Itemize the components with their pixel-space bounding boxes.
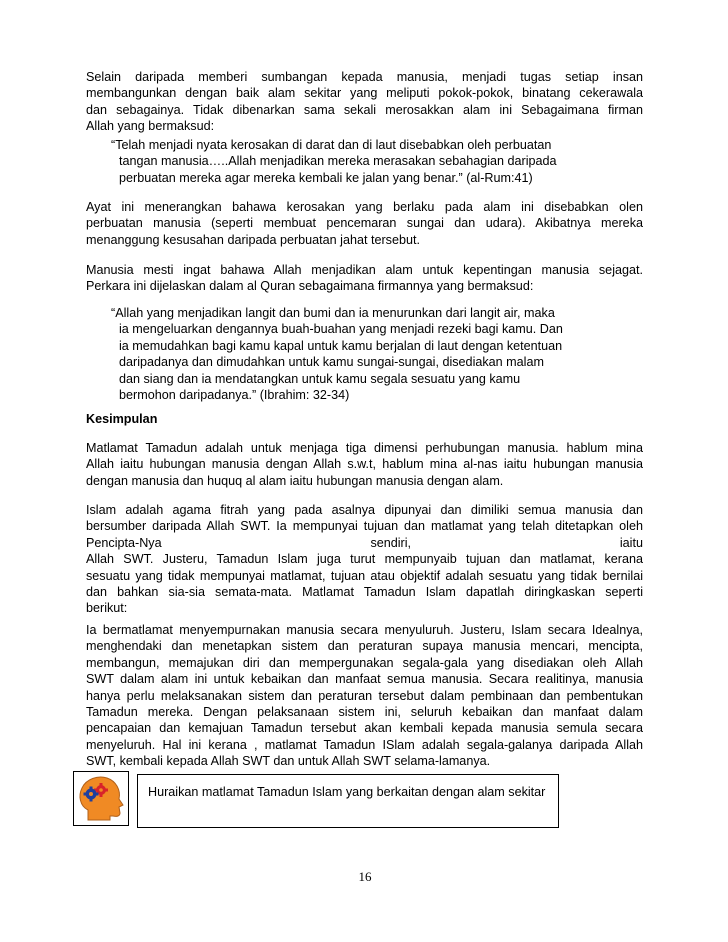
text-line: Selain daripada memberi sumbangan kepada manusia, menjadi tugas setiap insan: [86, 70, 643, 84]
activity-text: Huraikan matlamat Tamadun Islam yang berkaitan dengan alam sekitar: [148, 785, 546, 799]
text-line: Manusia mesti ingat bahawa Allah menjadikan alam untuk kepentingan manusia sejagat.: [86, 263, 643, 277]
paragraph-intro: [86, 69, 643, 135]
paragraph-bermatlamat: [86, 622, 643, 770]
paragraph-matlamat: [86, 440, 643, 489]
text-line: menyeluruh. Hal ini kerana , matlamat Tamadun ISlam adalah segala-galanya daripada Allah: [86, 737, 643, 752]
head-gears-icon: [74, 772, 128, 825]
text-line: Allah SWT. Justeru, Tamadun Islam juga turut mempunyaib tujuan dan matlamat, kerana: [86, 552, 643, 567]
text-line: berikut:: [86, 601, 128, 616]
text-line: “Allah yang menjadikan langit dan bumi dan ia menurunkan dari langit air, maka: [111, 306, 555, 320]
text-line: dan bahkan sia-sia semata-mata. Matlamat Tamadun Islam dapatlah diringkaskan seperti: [86, 585, 643, 600]
text-line: Allah yang bermaksud:: [86, 119, 215, 134]
text-line: membangunkan dengan baik alam sekitar yang meliputi pokok-pokok, binatang cekerawala: [86, 86, 643, 101]
text-line: ia memudahkan bagi kamu kapal untuk kamu berjalan di laut dengan ketentuan: [119, 338, 563, 353]
quote-ibrahim: [111, 305, 611, 403]
text-line: menghendaki dan menetapkan sistem dan peraturan supaya manusia mencari, mencipta,: [86, 639, 643, 654]
section-heading: Kesimpulan: [86, 412, 158, 426]
text-line: tangan manusia…..Allah menjadikan mereka merasakan sebahagian daripada: [119, 154, 557, 169]
quote-al-rum: [111, 137, 611, 186]
text-line: dengan manusia dan huquq al alam iaitu hubungan manusia dengan alam.: [86, 473, 504, 488]
text-line: Islam adalah agama fitrah yang pada asalnya dipunyai dan dimiliki semua manusia dan: [86, 503, 643, 517]
activity-box: [137, 774, 559, 828]
text-line: membangun, memajukan diri dan mempergunakan segala-gala yang disediakan oleh Allah: [86, 655, 643, 670]
paragraph-ayat: [86, 199, 643, 248]
text-line: Ayat ini menerangkan bahawa kerosakan yang berlaku pada alam ini disebabkan olen: [86, 200, 643, 214]
text-line: sesuatu yang tidak mempunyai matlamat, tujuan atau objektif adalah sesuatu yang tidak bernilai: [86, 568, 643, 583]
text-line: perbuatan mereka agar mereka kembali ke jalan yang benar.” (al-Rum:41): [119, 170, 533, 185]
text-line: Tamadun mereka. Dengan pelaksanaan sistem ini, seluruh kebaikan dan manfaat dalam: [86, 705, 643, 720]
page-number: 16: [358, 869, 372, 884]
text-line: dan sebagainya. Tidak dibenarkan sama sekali merosakkan alam ini Sebagaimana firman: [86, 102, 643, 117]
text-line: hanya perlu melaksanakan sistem dan peraturan tersebut dalam pembinaan dan pembentukan: [86, 688, 643, 703]
text-line: daripadanya dan dimudahkan untuk kamu sungai-sungai, disediakan malam: [119, 355, 544, 370]
text-line: menanggung kesusahan daripada perbuatan jahat tersebut.: [86, 232, 420, 247]
text-line: ia mengeluarkan dengannya buah-buahan yang menjadi rezeki bagi kamu. Dan: [119, 322, 563, 337]
text-line: “Telah menjadi nyata kerosakan di darat dan di laut disebabkan oleh perbuatan: [111, 138, 552, 152]
text-line: Perkara ini dijelaskan dalam al Quran sebagaimana firmannya yang bermaksud:: [86, 279, 534, 294]
text-line: pencapaian dan kemajuan Tamadun tersebut akan kembali kepada manusia semula secara: [86, 721, 643, 736]
text-line: dan siang dan ia mendatangkan untuk kamu segala sesuatu yang kamu: [119, 371, 521, 386]
activity-icon-box: [73, 771, 129, 826]
text-line: Pencipta-Nya sendiri, iaitu: [86, 535, 643, 550]
text-line: Ia bermatlamat menyempurnakan manusia secara menyuluruh. Justeru, Islam secara Idealnya,: [86, 623, 643, 637]
text-line: Matlamat Tamadun adalah untuk menjaga tiga dimensi perhubungan manusia. hablum mina: [86, 441, 643, 455]
paragraph-manusia: [86, 262, 643, 295]
paragraph-islam: [86, 502, 643, 617]
text-line: Allah iaitu hubungan manusia dengan Allah s.w.t, hablum mina al-nas iaitu hubungan manusia: [86, 457, 643, 472]
text-line: bermohon daripadanya.” (Ibrahim: 32-34): [119, 388, 350, 403]
text-line: SWT, kembali kepada Allah SWT dan untuk Allah SWT selama-lamanya.: [86, 754, 491, 769]
text-line: SWT dalam alam ini untuk kebaikan dan manfaat semua manusia. Secara realitinya, manusia: [86, 672, 643, 687]
text-line: bersumber daripada Allah SWT. Ia mempunyai tujuan dan matlamat yang telah ditetapkan oleh: [86, 519, 643, 534]
text-line: perbuatan manusia (seperti membuat pencemaran sungai dan udara). Akibatnya mereka: [86, 216, 643, 231]
